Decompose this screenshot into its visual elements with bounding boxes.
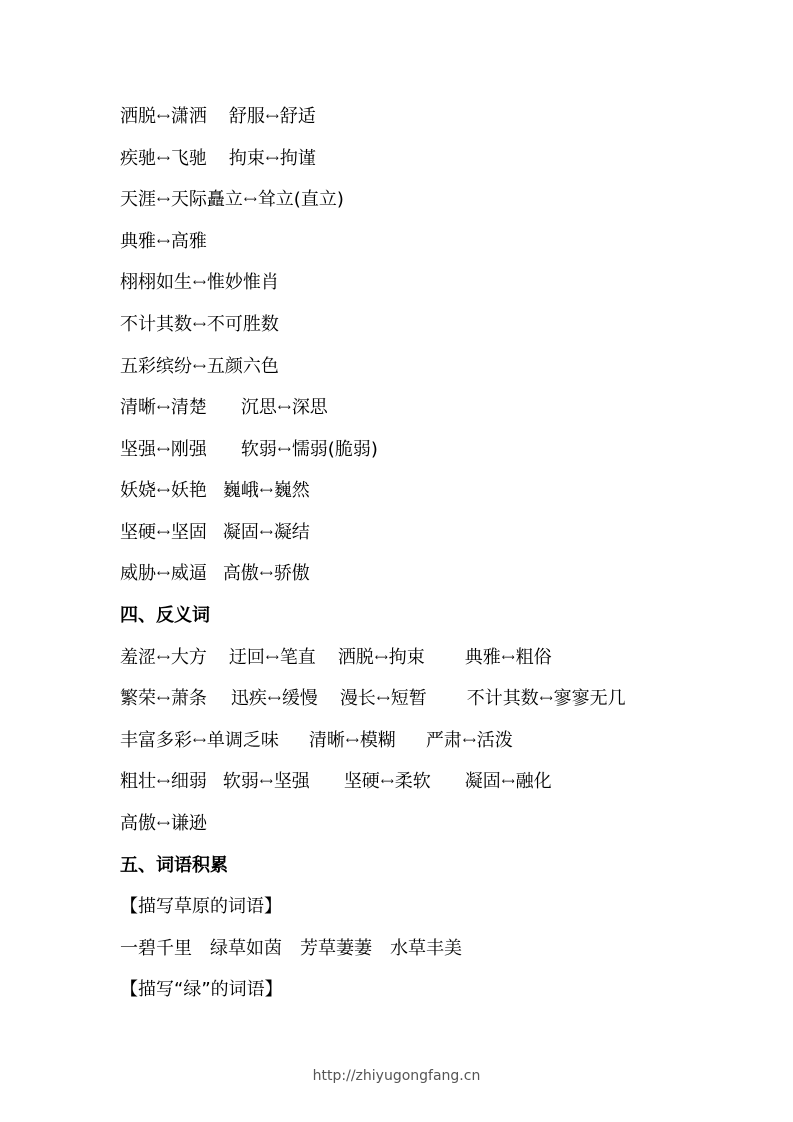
- word-left: 妖娆: [120, 480, 156, 501]
- word-left: 高傲: [120, 813, 156, 834]
- double-arrow-icon: ⟷: [193, 277, 206, 288]
- word-right: 妖艳: [170, 480, 207, 501]
- double-arrow-icon: ⟷: [501, 652, 515, 663]
- word-right: 萧条: [170, 688, 207, 709]
- word-left: 粗壮: [120, 771, 156, 792]
- double-arrow-icon: ⟷: [157, 776, 170, 787]
- word-pair-line: [120, 728, 513, 754]
- double-arrow-icon: ⟷: [157, 568, 170, 579]
- word-right: 粗俗: [515, 647, 552, 668]
- word-pair: [120, 395, 207, 421]
- word-pair: [229, 645, 316, 671]
- word-pair: [340, 686, 427, 712]
- section-heading: 五、词语积累: [120, 855, 228, 876]
- word-pair: [309, 728, 396, 754]
- double-arrow-icon: ⟷: [345, 735, 359, 746]
- word-left: 威胁: [120, 563, 156, 584]
- double-arrow-icon: ⟷: [265, 111, 279, 122]
- word-pair: [231, 686, 318, 712]
- word-pair: [120, 769, 207, 795]
- double-arrow-icon: ⟷: [265, 153, 279, 164]
- word-right: 清楚: [170, 397, 207, 418]
- double-arrow-icon: ⟷: [539, 693, 553, 704]
- double-arrow-icon: ⟷: [267, 693, 281, 704]
- text-line: 【描写草原的词语】: [120, 896, 282, 917]
- word-pair: [120, 187, 243, 213]
- word-right: 拘束: [388, 647, 425, 668]
- word-pair-line: [120, 187, 344, 213]
- word-left: 迅疾: [230, 688, 267, 709]
- word-left: 洒脱: [120, 106, 156, 127]
- word-left: 丰富多彩: [120, 730, 192, 751]
- double-arrow-icon: ⟷: [157, 693, 170, 704]
- word-pair-line: [120, 645, 552, 671]
- word-right: 坚强: [273, 771, 310, 792]
- word-right: 舒适: [279, 106, 316, 127]
- word-pair: [120, 104, 207, 130]
- word-left: 坚强: [120, 439, 156, 460]
- word-left: 典雅: [464, 647, 501, 668]
- word-left: 软弱: [222, 771, 259, 792]
- word-left: 坚硬: [120, 522, 156, 543]
- word-left: 凝固: [464, 771, 501, 792]
- word-pair: [241, 395, 328, 421]
- word-pair: [223, 478, 310, 504]
- double-arrow-icon: ⟷: [157, 153, 170, 164]
- word-left: 疾驰: [120, 148, 156, 169]
- double-arrow-icon: ⟷: [374, 652, 388, 663]
- word-pair-line: [120, 354, 279, 380]
- word-right: 细弱: [170, 771, 207, 792]
- word-left: 清晰: [308, 730, 345, 751]
- word-right: 谦逊: [170, 813, 207, 834]
- word-pair-line: [120, 686, 626, 712]
- word-pair-line: [120, 769, 552, 795]
- word-pair: [120, 811, 207, 837]
- double-arrow-icon: ⟷: [193, 319, 206, 330]
- word-pair-line: [120, 811, 207, 837]
- double-arrow-icon: ⟷: [243, 194, 257, 205]
- word-pair-line: [120, 561, 310, 587]
- word-right: 模糊: [359, 730, 396, 751]
- word-pair-line: [120, 395, 328, 421]
- word-pair-line: [120, 520, 310, 546]
- word-left: 拘束: [228, 148, 265, 169]
- double-arrow-icon: ⟷: [157, 111, 170, 122]
- word-pair: [465, 645, 552, 671]
- word-right: 短暂: [390, 688, 427, 709]
- word-right: 骄傲: [273, 563, 310, 584]
- double-arrow-icon: ⟷: [157, 652, 170, 663]
- word-right: 深思: [291, 397, 328, 418]
- word-left: 天涯: [120, 189, 156, 210]
- double-arrow-icon: ⟷: [193, 735, 206, 746]
- word-right: 融化: [515, 771, 552, 792]
- word-right: 飞驰: [170, 148, 207, 169]
- double-arrow-icon: ⟷: [259, 527, 273, 538]
- double-arrow-icon: ⟷: [277, 402, 291, 413]
- word-pair: [241, 437, 378, 463]
- word-pair-line: [120, 270, 279, 296]
- double-arrow-icon: ⟷: [157, 236, 170, 247]
- word-pair: [338, 645, 425, 671]
- word-pair: [120, 146, 207, 172]
- word-left: 沉思: [240, 397, 277, 418]
- double-arrow-icon: ⟷: [193, 361, 206, 372]
- word-right: 大方: [170, 647, 207, 668]
- word-right: 凝结: [273, 522, 310, 543]
- word-left: 迂回: [228, 647, 265, 668]
- word-left: 凝固: [222, 522, 259, 543]
- word-left: 舒服: [228, 106, 265, 127]
- word-right: 天际矗立: [170, 189, 243, 210]
- double-arrow-icon: ⟷: [157, 402, 170, 413]
- word-right: 耸立(直立): [257, 189, 344, 210]
- word-pair: [120, 270, 279, 296]
- word-left: 软弱: [240, 439, 277, 460]
- double-arrow-icon: ⟷: [259, 568, 273, 579]
- word-left: 羞涩: [120, 647, 156, 668]
- word-pair: [223, 769, 310, 795]
- word-pair-line: [120, 104, 316, 130]
- double-arrow-icon: ⟷: [376, 693, 390, 704]
- word-pair: [465, 769, 552, 795]
- word-right: 单调乏味: [206, 730, 279, 751]
- double-arrow-icon: ⟷: [277, 444, 291, 455]
- section-heading: 四、反义词: [120, 605, 210, 626]
- word-left: 漫长: [339, 688, 376, 709]
- word-right: 柔软: [394, 771, 431, 792]
- word-pair-line: [120, 146, 316, 172]
- double-arrow-icon: ⟷: [157, 194, 170, 205]
- word-pair: [344, 769, 431, 795]
- word-left: 巍峨: [222, 480, 259, 501]
- word-pair: [243, 187, 344, 213]
- word-right: 懦弱(脆弱): [291, 439, 378, 460]
- word-pair: [120, 437, 207, 463]
- word-left: 繁荣: [120, 688, 156, 709]
- word-right: 不可胜数: [206, 314, 279, 335]
- double-arrow-icon: ⟷: [501, 776, 515, 787]
- word-pair: [223, 561, 310, 587]
- word-right: 坚固: [170, 522, 207, 543]
- double-arrow-icon: ⟷: [157, 818, 170, 829]
- word-pair: [229, 146, 316, 172]
- word-right: 巍然: [273, 480, 310, 501]
- word-pair: [120, 354, 279, 380]
- word-pair: [120, 561, 207, 587]
- word-left: 洒脱: [337, 647, 374, 668]
- word-pair: [467, 686, 626, 712]
- double-arrow-icon: ⟷: [462, 735, 476, 746]
- word-pair: [120, 478, 207, 504]
- word-right: 高雅: [170, 231, 207, 252]
- word-right: 惟妙惟肖: [206, 272, 279, 293]
- word-left: 严肃: [425, 730, 462, 751]
- double-arrow-icon: ⟷: [157, 485, 170, 496]
- word-pair: [120, 229, 207, 255]
- word-right: 缓慢: [281, 688, 318, 709]
- double-arrow-icon: ⟷: [259, 485, 273, 496]
- footer-url: http://zhiyugongfang.cn: [312, 1068, 481, 1084]
- double-arrow-icon: ⟷: [157, 527, 170, 538]
- text-line: 一碧千里 绿草如茵 芳草萋萋 水草丰美: [120, 938, 462, 959]
- word-left: 清晰: [120, 397, 156, 418]
- word-right: 寥寥无几: [553, 688, 626, 709]
- word-right: 潇洒: [170, 106, 207, 127]
- word-right: 活泼: [476, 730, 513, 751]
- double-arrow-icon: ⟷: [157, 444, 170, 455]
- double-arrow-icon: ⟷: [259, 776, 273, 787]
- word-left: 不计其数: [466, 688, 539, 709]
- word-left: 五彩缤纷: [120, 356, 192, 377]
- word-pair-line: [120, 312, 279, 338]
- word-right: 拘谨: [279, 148, 316, 169]
- word-left: 不计其数: [120, 314, 192, 335]
- word-pair: [120, 728, 279, 754]
- word-left: 坚硬: [343, 771, 380, 792]
- double-arrow-icon: ⟷: [380, 776, 394, 787]
- text-line: 【描写“绿”的词语】: [120, 979, 283, 1000]
- word-left: 栩栩如生: [120, 272, 192, 293]
- word-pair: [229, 104, 316, 130]
- word-right: 威逼: [170, 563, 207, 584]
- word-pair-line: [120, 478, 310, 504]
- word-pair: [120, 686, 207, 712]
- word-left: 高傲: [222, 563, 259, 584]
- word-right: 笔直: [279, 647, 316, 668]
- word-pair-line: [120, 437, 378, 463]
- word-left: 典雅: [120, 231, 156, 252]
- word-pair: [120, 645, 207, 671]
- word-right: 刚强: [170, 439, 207, 460]
- word-pair: [223, 520, 310, 546]
- word-pair: [120, 312, 279, 338]
- word-pair: [120, 520, 207, 546]
- double-arrow-icon: ⟷: [265, 652, 279, 663]
- word-pair: [426, 728, 513, 754]
- word-right: 五颜六色: [206, 356, 279, 377]
- word-pair-line: [120, 229, 207, 255]
